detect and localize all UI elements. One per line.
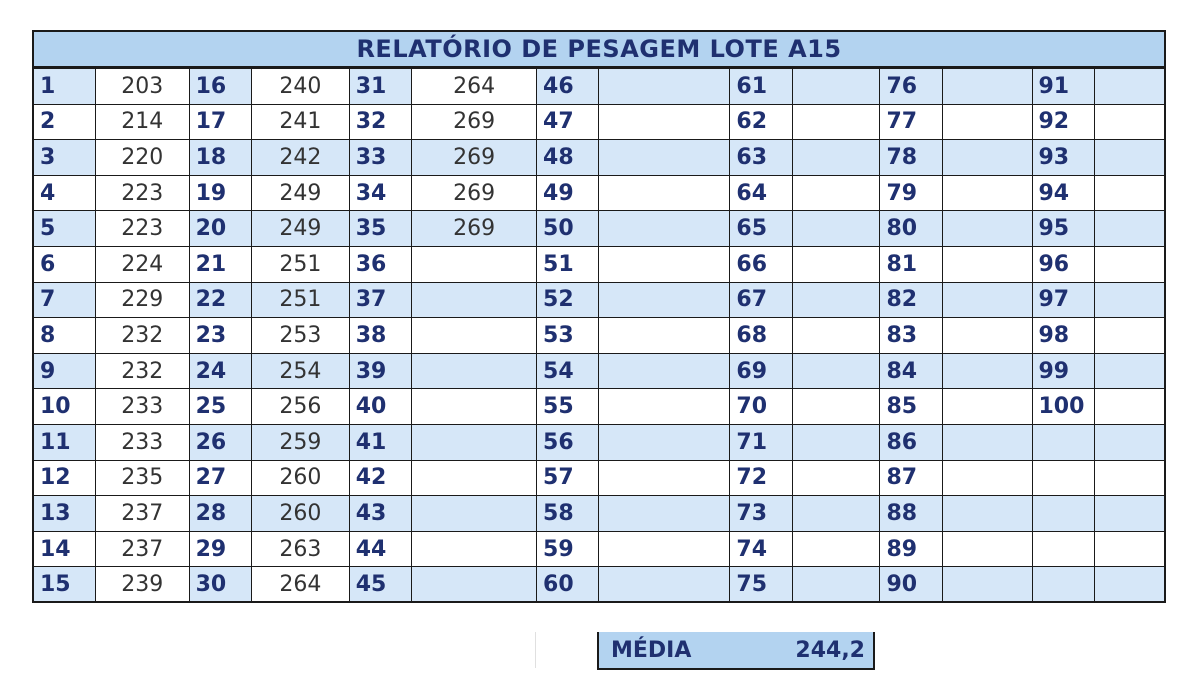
weight-value: [412, 389, 537, 425]
item-number: 51: [537, 246, 599, 282]
item-number: 13: [33, 496, 95, 532]
item-number: 9: [33, 353, 95, 389]
item-number: 98: [1032, 318, 1094, 354]
weight-value: [1094, 318, 1165, 354]
weight-value: 235: [95, 460, 189, 496]
item-number: 15: [33, 567, 95, 603]
average-label: MÉDIA: [611, 637, 692, 663]
item-number: 6: [33, 246, 95, 282]
item-number: 85: [880, 389, 942, 425]
weight-value: 256: [252, 389, 350, 425]
weight-value: [599, 567, 730, 603]
average-box: [597, 632, 875, 670]
weight-value: 249: [252, 175, 350, 211]
table-row: [33, 140, 1165, 176]
weight-value: [412, 531, 537, 567]
weight-value: 254: [252, 353, 350, 389]
item-number: 64: [730, 175, 792, 211]
weight-value: [942, 104, 1032, 140]
weight-value: [942, 389, 1032, 425]
item-number: 74: [730, 531, 792, 567]
weight-value: [792, 353, 880, 389]
item-number: [1032, 496, 1094, 532]
weight-value: [792, 424, 880, 460]
item-number: 3: [33, 140, 95, 176]
weight-value: [1094, 104, 1165, 140]
weight-value: [792, 104, 880, 140]
weight-value: [792, 460, 880, 496]
table-row: [33, 282, 1165, 318]
weight-value: 223: [95, 175, 189, 211]
item-number: 71: [730, 424, 792, 460]
item-number: 43: [349, 496, 411, 532]
weight-value: 253: [252, 318, 350, 354]
weight-value: [792, 282, 880, 318]
item-number: [1032, 567, 1094, 603]
weight-value: [599, 69, 730, 105]
item-number: 56: [537, 424, 599, 460]
item-number: 41: [349, 424, 411, 460]
weight-value: [412, 424, 537, 460]
weight-value: [942, 175, 1032, 211]
weight-value: [1094, 496, 1165, 532]
item-number: 86: [880, 424, 942, 460]
weight-value: [412, 318, 537, 354]
item-number: 53: [537, 318, 599, 354]
item-number: 75: [730, 567, 792, 603]
item-number: 61: [730, 69, 792, 105]
item-number: 34: [349, 175, 411, 211]
weight-value: [942, 282, 1032, 318]
weight-value: [1094, 282, 1165, 318]
weight-value: 203: [95, 69, 189, 105]
item-number: 8: [33, 318, 95, 354]
weight-value: [599, 353, 730, 389]
weight-value: [792, 496, 880, 532]
weight-value: [412, 460, 537, 496]
item-number: 46: [537, 69, 599, 105]
weight-value: 251: [252, 246, 350, 282]
item-number: 24: [189, 353, 251, 389]
weight-value: 237: [95, 531, 189, 567]
weight-value: [1094, 140, 1165, 176]
weight-value: 269: [412, 175, 537, 211]
item-number: 19: [189, 175, 251, 211]
item-number: 87: [880, 460, 942, 496]
weight-value: 249: [252, 211, 350, 247]
weight-value: [412, 496, 537, 532]
item-number: [1032, 460, 1094, 496]
item-number: 38: [349, 318, 411, 354]
item-number: 40: [349, 389, 411, 425]
weight-value: [599, 211, 730, 247]
weight-value: [599, 531, 730, 567]
weight-value: [792, 175, 880, 211]
weight-value: [942, 496, 1032, 532]
item-number: 69: [730, 353, 792, 389]
weight-value: [599, 140, 730, 176]
item-number: 99: [1032, 353, 1094, 389]
weight-value: [942, 318, 1032, 354]
weight-value: [942, 140, 1032, 176]
item-number: 4: [33, 175, 95, 211]
item-number: 14: [33, 531, 95, 567]
item-number: 16: [189, 69, 251, 105]
item-number: 81: [880, 246, 942, 282]
weight-value: 214: [95, 104, 189, 140]
item-number: 7: [33, 282, 95, 318]
item-number: 97: [1032, 282, 1094, 318]
weight-value: 269: [412, 140, 537, 176]
weight-value: [942, 531, 1032, 567]
table-row: [33, 318, 1165, 354]
item-number: 50: [537, 211, 599, 247]
weight-value: 251: [252, 282, 350, 318]
item-number: 33: [349, 140, 411, 176]
weight-value: 260: [252, 496, 350, 532]
weight-value: [1094, 460, 1165, 496]
weight-value: [792, 211, 880, 247]
weight-value: [1094, 211, 1165, 247]
item-number: 100: [1032, 389, 1094, 425]
weight-value: 263: [252, 531, 350, 567]
weight-value: 237: [95, 496, 189, 532]
table-row: [33, 496, 1165, 532]
weight-value: [1094, 531, 1165, 567]
item-number: 94: [1032, 175, 1094, 211]
item-number: 91: [1032, 69, 1094, 105]
weight-value: 264: [412, 69, 537, 105]
divider: [535, 632, 536, 668]
item-number: 11: [33, 424, 95, 460]
item-number: 66: [730, 246, 792, 282]
item-number: 47: [537, 104, 599, 140]
item-number: 60: [537, 567, 599, 603]
weighing-report: [32, 30, 1166, 603]
item-number: 79: [880, 175, 942, 211]
item-number: 37: [349, 282, 411, 318]
item-number: 35: [349, 211, 411, 247]
item-number: 67: [730, 282, 792, 318]
item-number: 52: [537, 282, 599, 318]
item-number: 1: [33, 69, 95, 105]
item-number: 27: [189, 460, 251, 496]
item-number: 12: [33, 460, 95, 496]
item-number: 28: [189, 496, 251, 532]
weight-value: [599, 104, 730, 140]
item-number: 72: [730, 460, 792, 496]
weight-value: [792, 567, 880, 603]
item-number: 76: [880, 69, 942, 105]
weight-value: 232: [95, 318, 189, 354]
weight-value: 220: [95, 140, 189, 176]
item-number: 25: [189, 389, 251, 425]
table-row: [33, 246, 1165, 282]
item-number: 65: [730, 211, 792, 247]
weight-value: [599, 424, 730, 460]
table-row: [33, 460, 1165, 496]
table-row: [33, 424, 1165, 460]
item-number: 92: [1032, 104, 1094, 140]
weight-value: 260: [252, 460, 350, 496]
weight-value: [942, 424, 1032, 460]
weight-value: [412, 567, 537, 603]
weight-value: [412, 353, 537, 389]
weight-value: 242: [252, 140, 350, 176]
weight-value: [1094, 175, 1165, 211]
weight-value: [792, 140, 880, 176]
weight-value: [599, 282, 730, 318]
item-number: 68: [730, 318, 792, 354]
weight-value: 239: [95, 567, 189, 603]
item-number: 78: [880, 140, 942, 176]
weight-value: [599, 246, 730, 282]
item-number: 32: [349, 104, 411, 140]
item-number: 22: [189, 282, 251, 318]
item-number: 54: [537, 353, 599, 389]
table-row: [33, 389, 1165, 425]
item-number: 5: [33, 211, 95, 247]
item-number: 42: [349, 460, 411, 496]
weight-value: 229: [95, 282, 189, 318]
item-number: 70: [730, 389, 792, 425]
item-number: 62: [730, 104, 792, 140]
table-row: [33, 531, 1165, 567]
weight-value: [942, 246, 1032, 282]
weight-value: 264: [252, 567, 350, 603]
item-number: 77: [880, 104, 942, 140]
item-number: 55: [537, 389, 599, 425]
item-number: 2: [33, 104, 95, 140]
report-title: RELATÓRIO DE PESAGEM LOTE A15: [32, 30, 1166, 68]
weight-value: 240: [252, 69, 350, 105]
average-value: 244,2: [795, 637, 865, 663]
weight-value: [599, 460, 730, 496]
weight-value: 269: [412, 211, 537, 247]
weight-value: 233: [95, 424, 189, 460]
item-number: 17: [189, 104, 251, 140]
weight-value: [1094, 246, 1165, 282]
weights-table: [32, 68, 1166, 603]
weight-value: [1094, 389, 1165, 425]
weight-value: [792, 318, 880, 354]
item-number: 82: [880, 282, 942, 318]
item-number: 45: [349, 567, 411, 603]
item-number: 84: [880, 353, 942, 389]
weight-value: [792, 531, 880, 567]
item-number: 93: [1032, 140, 1094, 176]
weight-value: [599, 318, 730, 354]
item-number: 63: [730, 140, 792, 176]
weight-value: 241: [252, 104, 350, 140]
table-row: [33, 353, 1165, 389]
item-number: 58: [537, 496, 599, 532]
table-row: [33, 175, 1165, 211]
table-row: [33, 104, 1165, 140]
weight-value: [942, 460, 1032, 496]
item-number: 36: [349, 246, 411, 282]
weight-value: [1094, 353, 1165, 389]
weight-value: [1094, 567, 1165, 603]
item-number: 26: [189, 424, 251, 460]
weight-value: 223: [95, 211, 189, 247]
item-number: 90: [880, 567, 942, 603]
item-number: 59: [537, 531, 599, 567]
item-number: 95: [1032, 211, 1094, 247]
item-number: 10: [33, 389, 95, 425]
item-number: 96: [1032, 246, 1094, 282]
weight-value: [792, 389, 880, 425]
item-number: 48: [537, 140, 599, 176]
weight-value: [792, 246, 880, 282]
weight-value: 232: [95, 353, 189, 389]
table-row: [33, 69, 1165, 105]
item-number: 83: [880, 318, 942, 354]
item-number: 57: [537, 460, 599, 496]
item-number: 39: [349, 353, 411, 389]
weight-value: [1094, 424, 1165, 460]
weight-value: [412, 282, 537, 318]
item-number: 21: [189, 246, 251, 282]
item-number: 30: [189, 567, 251, 603]
weight-value: [792, 69, 880, 105]
weight-value: 259: [252, 424, 350, 460]
weight-value: 233: [95, 389, 189, 425]
item-number: 18: [189, 140, 251, 176]
weight-value: [412, 246, 537, 282]
item-number: [1032, 424, 1094, 460]
table-row: [33, 211, 1165, 247]
item-number: 23: [189, 318, 251, 354]
weight-value: [1094, 69, 1165, 105]
weight-value: 224: [95, 246, 189, 282]
item-number: 49: [537, 175, 599, 211]
item-number: 88: [880, 496, 942, 532]
weight-value: [942, 211, 1032, 247]
item-number: 80: [880, 211, 942, 247]
item-number: 31: [349, 69, 411, 105]
weight-value: [942, 353, 1032, 389]
item-number: [1032, 531, 1094, 567]
weight-value: [599, 389, 730, 425]
item-number: 29: [189, 531, 251, 567]
weight-value: [942, 69, 1032, 105]
weight-value: [942, 567, 1032, 603]
weight-value: [599, 496, 730, 532]
item-number: 73: [730, 496, 792, 532]
weight-value: 269: [412, 104, 537, 140]
item-number: 44: [349, 531, 411, 567]
table-row: [33, 567, 1165, 603]
weight-value: [599, 175, 730, 211]
item-number: 89: [880, 531, 942, 567]
item-number: 20: [189, 211, 251, 247]
